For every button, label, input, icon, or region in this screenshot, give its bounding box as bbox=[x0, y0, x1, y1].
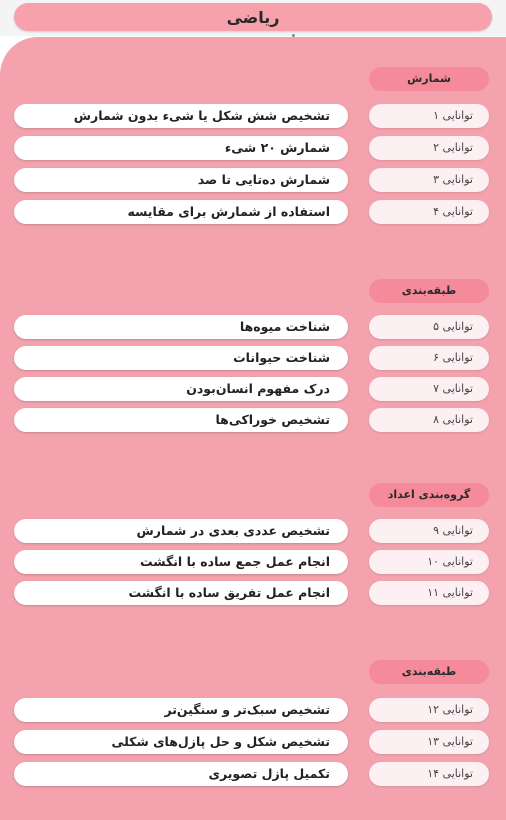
skill-text: انجام عمل تفریق ساده با انگشت bbox=[128, 585, 330, 600]
ability-pill bbox=[369, 200, 489, 224]
ability-label: توانایی ۲ bbox=[433, 141, 473, 154]
skill-text: تشخیص عددی بعدی در شمارش bbox=[136, 523, 330, 538]
ability-label: توانایی ۳ bbox=[433, 173, 473, 186]
ability-label: توانایی ۵ bbox=[433, 320, 473, 333]
skill-pill bbox=[14, 200, 348, 224]
skill-row bbox=[0, 730, 506, 754]
skill-text: شناخت میوه‌ها bbox=[239, 319, 330, 334]
ability-pill bbox=[369, 762, 489, 786]
ability-label: توانایی ۷ bbox=[433, 382, 473, 395]
skill-text: تشخیص خوراکی‌ها bbox=[215, 412, 330, 427]
skill-text: تشخیص شکل و حل پازل‌های شکلی bbox=[111, 734, 330, 749]
skill-pill bbox=[14, 581, 348, 605]
section-title-classification-2: طبقه‌بندی bbox=[369, 660, 489, 684]
skill-row bbox=[0, 377, 506, 401]
skill-pill bbox=[14, 519, 348, 543]
ability-pill bbox=[369, 346, 489, 370]
skill-row bbox=[0, 346, 506, 370]
header-bar bbox=[0, 0, 506, 36]
skill-pill bbox=[14, 104, 348, 128]
ability-label: توانایی ۱۱ bbox=[427, 586, 473, 599]
skill-row bbox=[0, 200, 506, 224]
ability-label: توانایی ۱۴ bbox=[427, 767, 473, 780]
skill-pill bbox=[14, 168, 348, 192]
skill-row bbox=[0, 136, 506, 160]
skill-text: انجام عمل جمع ساده با انگشت bbox=[140, 554, 330, 569]
skill-text: درک مفهوم انسان‌بودن bbox=[186, 381, 330, 396]
section-title-counting: شمارش bbox=[369, 67, 489, 91]
ability-pill bbox=[369, 168, 489, 192]
ability-pill bbox=[369, 519, 489, 543]
ability-pill bbox=[369, 315, 489, 339]
skill-row bbox=[0, 104, 506, 128]
skill-pill bbox=[14, 762, 348, 786]
skill-pill bbox=[14, 408, 348, 432]
skill-row bbox=[0, 519, 506, 543]
skill-row bbox=[0, 581, 506, 605]
skill-row bbox=[0, 698, 506, 722]
skill-text: تشخیص سبک‌تر و سنگین‌تر bbox=[164, 702, 330, 717]
decorative-dot bbox=[292, 34, 295, 37]
ability-pill bbox=[369, 581, 489, 605]
section-title-number-grouping: گروه‌بندی اعداد bbox=[369, 483, 489, 507]
skill-pill bbox=[14, 377, 348, 401]
skill-pill bbox=[14, 346, 348, 370]
subject-title: ریاضی bbox=[226, 8, 280, 27]
ability-pill bbox=[369, 730, 489, 754]
skill-row bbox=[0, 550, 506, 574]
ability-label: توانایی ۸ bbox=[433, 413, 473, 426]
ability-label: توانایی ۶ bbox=[433, 351, 473, 364]
subject-title-pill bbox=[14, 3, 492, 31]
ability-label: توانایی ۱۲ bbox=[427, 703, 473, 716]
skill-pill bbox=[14, 698, 348, 722]
ability-label: توانایی ۱ bbox=[433, 109, 473, 122]
skill-row bbox=[0, 168, 506, 192]
ability-pill bbox=[369, 377, 489, 401]
section-title-classification: طبقه‌بندی bbox=[369, 279, 489, 303]
skill-pill bbox=[14, 730, 348, 754]
skill-text: تشخیص شش شکل یا شیء بدون شمارش bbox=[73, 108, 330, 123]
ability-pill bbox=[369, 136, 489, 160]
ability-pill bbox=[369, 104, 489, 128]
ability-label: توانایی ۱۰ bbox=[427, 555, 473, 568]
ability-label: توانایی ۹ bbox=[433, 524, 473, 537]
skill-row bbox=[0, 762, 506, 786]
skill-row bbox=[0, 315, 506, 339]
skill-row bbox=[0, 408, 506, 432]
ability-pill bbox=[369, 408, 489, 432]
skill-pill bbox=[14, 136, 348, 160]
skill-pill bbox=[14, 315, 348, 339]
skill-pill bbox=[14, 550, 348, 574]
ability-label: توانایی ۴ bbox=[433, 205, 473, 218]
skill-text: تکمیل پازل تصویری bbox=[208, 766, 330, 781]
skill-text: استفاده از شمارش برای مقایسه bbox=[127, 204, 330, 219]
skill-text: شمارش ده‌تایی تا صد bbox=[197, 172, 330, 187]
skill-text: شمارش ۲۰ شیء bbox=[224, 140, 330, 155]
ability-label: توانایی ۱۳ bbox=[427, 735, 473, 748]
ability-pill bbox=[369, 550, 489, 574]
ability-pill bbox=[369, 698, 489, 722]
skill-text: شناخت حیوانات bbox=[233, 350, 330, 365]
